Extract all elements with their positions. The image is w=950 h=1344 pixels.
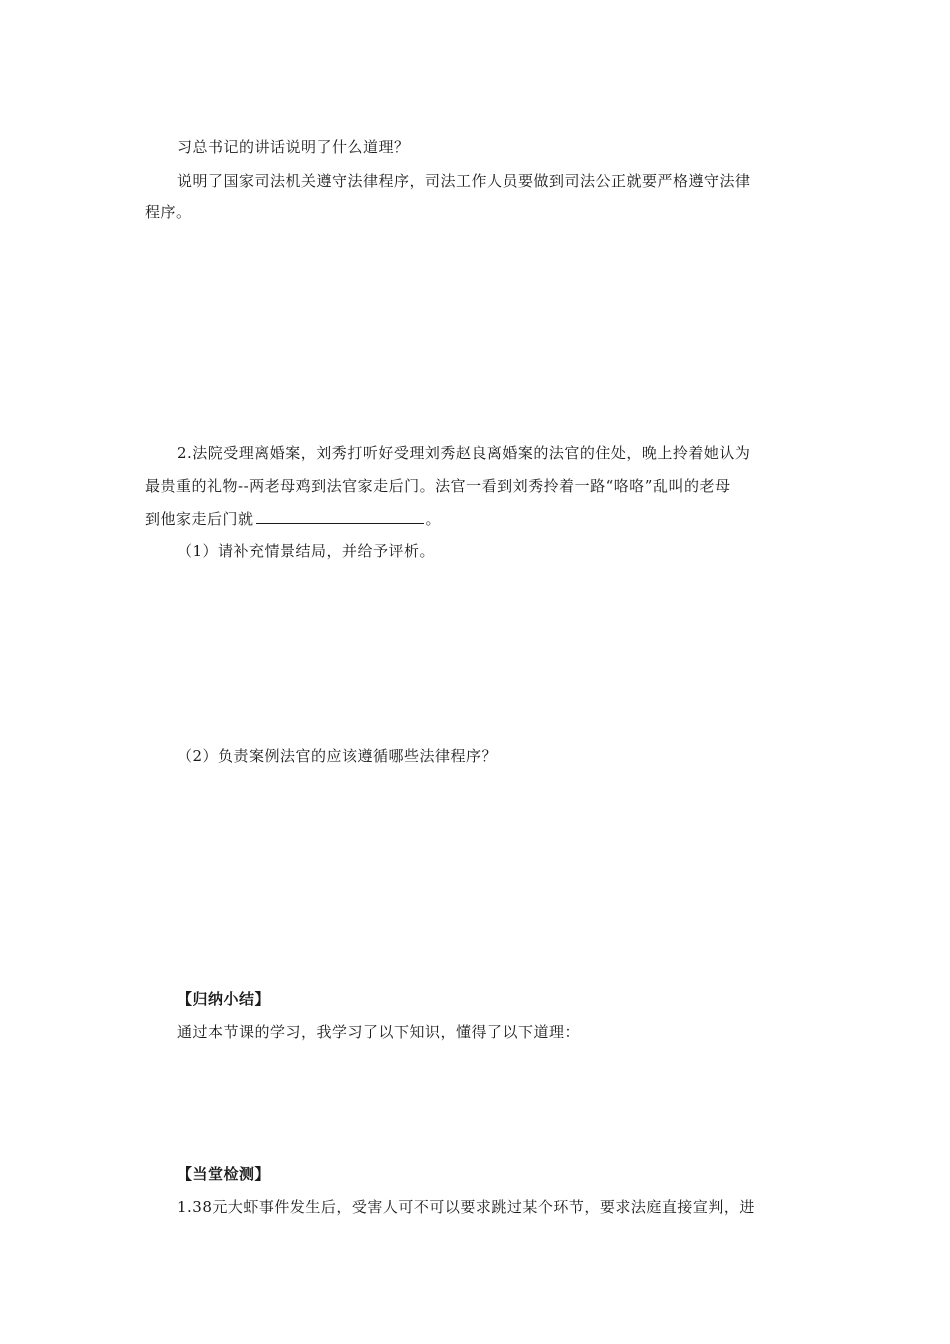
q1-question: 习总书记的讲话说明了什么道理？ bbox=[177, 138, 410, 156]
q2-line-3 bbox=[145, 508, 805, 530]
summary-text: 通过本节课的学习，我学习了以下知识，懂得了以下道理： bbox=[177, 1023, 581, 1041]
test-question-1: 1.38元大虾事件发生后，受害人可不可以要求跳过某个环节，要求法庭直接宣判，进 bbox=[177, 1198, 755, 1216]
q2-line-2: 最贵重的礼物--两老母鸡到法官家走后门。法官一看到刘秀拎着一路“咯咯”乱叫的老母 bbox=[145, 477, 731, 495]
summary-heading: 【归纳小结】 bbox=[177, 990, 271, 1008]
test-heading: 【当堂检测】 bbox=[177, 1165, 271, 1183]
q2-line-3-text: 到他家走后门就 bbox=[145, 510, 254, 528]
answer-blank[interactable] bbox=[256, 508, 424, 524]
q2-line-3-end: 。 bbox=[425, 510, 442, 528]
q2-sub-question-1: （1）请补充情景结局，并给予评析。 bbox=[177, 542, 436, 560]
q1-answer-line-2: 程序。 bbox=[145, 203, 192, 221]
q2-line-1: 2.法院受理离婚案，刘秀打听好受理刘秀赵良离婚案的法官的住处，晚上拎着她认为 bbox=[177, 444, 751, 462]
q1-answer-line-1: 说明了国家司法机关遵守法律程序，司法工作人员要做到司法公正就要严格遵守法律 bbox=[177, 172, 751, 190]
q2-sub-question-2: （2）负责案例法官的应该遵循哪些法律程序？ bbox=[177, 747, 498, 765]
